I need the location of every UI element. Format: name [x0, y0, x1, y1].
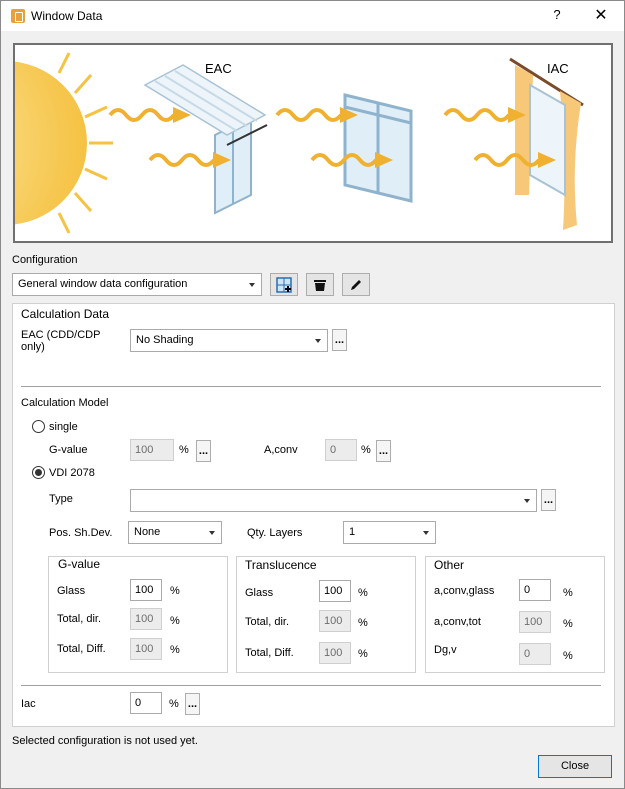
translucence-glass-unit: % [358, 587, 368, 599]
dgv-input[interactable]: 0 [519, 643, 551, 665]
window-illustration [13, 43, 613, 243]
single-radio[interactable] [32, 420, 45, 433]
dialog-title: Window Data [31, 9, 103, 23]
eac-banner-label: EAC [205, 61, 232, 76]
add-configuration-button[interactable] [270, 273, 298, 296]
gvalue-input[interactable]: 100 [130, 439, 174, 461]
gvalue-total-dir-label: Total, dir. [57, 613, 102, 625]
iac-banner-label: IAC [547, 61, 569, 76]
plain-window-icon [345, 95, 411, 201]
gvalue-more-button[interactable]: ... [196, 440, 211, 462]
configuration-label: Configuration [12, 254, 78, 266]
eac-more-button[interactable]: ... [332, 329, 347, 351]
qty-layers-label: Qty. Layers [247, 527, 303, 539]
aconv-more-button[interactable]: ... [376, 440, 391, 462]
aconv-glass-unit: % [563, 587, 573, 599]
vdi-2078-radio[interactable] [32, 466, 45, 479]
title-bar [1, 1, 624, 31]
gvalue-glass-unit: % [170, 585, 180, 597]
trash-icon [313, 278, 327, 292]
gvalue-total-diff-unit: % [170, 644, 180, 656]
gvalue-group-title: G-value [58, 557, 101, 571]
aconv-glass-input[interactable]: 0 [519, 579, 551, 601]
translucence-glass-input[interactable]: 100 [319, 580, 351, 602]
gvalue-total-dir-input[interactable]: 100 [130, 608, 162, 630]
separator-1 [21, 386, 601, 387]
translucence-total-dir-unit: % [358, 617, 368, 629]
eac-select[interactable]: No Shading [130, 329, 328, 352]
dgv-unit: % [563, 650, 573, 662]
iac-input[interactable]: 0 [130, 692, 162, 714]
pos-shading-device-label: Pos. Sh.Dev. [49, 527, 113, 539]
gvalue-total-diff-label: Total, Diff. [57, 643, 106, 655]
translucence-total-diff-label: Total, Diff. [245, 647, 294, 659]
pencil-icon [349, 278, 363, 292]
configuration-select[interactable]: General window data configuration [12, 273, 262, 296]
gvalue-total-diff-input[interactable]: 100 [130, 638, 162, 660]
aconv-unit: % [361, 444, 371, 456]
aconv-label: A,conv [264, 444, 298, 456]
sun-icon [15, 53, 113, 233]
aconv-input[interactable]: 0 [325, 439, 357, 461]
delete-configuration-button[interactable] [306, 273, 334, 296]
separator-2 [21, 685, 601, 686]
type-select[interactable] [130, 489, 537, 512]
grid-add-icon [276, 277, 292, 293]
app-icon [11, 9, 25, 23]
internal-curtain-icon [510, 59, 583, 230]
aconv-tot-label: a,conv,tot [434, 616, 481, 628]
other-group-title: Other [434, 558, 465, 572]
calculation-data-heading: Calculation Data [21, 307, 110, 321]
translucence-total-dir-label: Total, dir. [245, 616, 290, 628]
close-icon[interactable]: ✕ [594, 7, 608, 24]
type-more-button[interactable]: ... [541, 489, 556, 511]
translucence-glass-label: Glass [245, 587, 274, 599]
vdi-2078-label: VDI 2078 [49, 467, 95, 479]
edit-configuration-button[interactable] [342, 273, 370, 296]
iac-more-button[interactable]: ... [185, 693, 200, 715]
close-button[interactable]: Close [538, 755, 612, 778]
gvalue-total-dir-unit: % [170, 615, 180, 627]
qty-layers-select[interactable]: 1 [343, 521, 436, 544]
aconv-glass-label: a,conv,glass [434, 585, 495, 597]
gvalue-label: G-value [49, 444, 88, 456]
calculation-model-heading: Calculation Model [21, 397, 109, 409]
aconv-tot-input[interactable]: 100 [519, 611, 551, 633]
help-button[interactable]: ? [553, 7, 561, 22]
external-shading-window-icon [145, 65, 267, 213]
gvalue-unit: % [179, 444, 189, 456]
single-label: single [49, 421, 78, 433]
gvalue-glass-label: Glass [57, 585, 86, 597]
translucence-group-title: Translucence [245, 558, 317, 572]
pos-shading-device-select[interactable]: None [128, 521, 222, 544]
shading-illustration [15, 45, 611, 241]
translucence-total-diff-unit: % [358, 648, 368, 660]
type-label: Type [49, 493, 73, 505]
aconv-tot-unit: % [563, 618, 573, 630]
dgv-label: Dg,v [434, 644, 457, 656]
iac-label: Iac [21, 698, 36, 710]
iac-unit: % [169, 698, 179, 710]
eac-label: EAC (CDD/CDP only) [21, 329, 101, 353]
translucence-total-diff-input[interactable]: 100 [319, 642, 351, 664]
status-message: Selected configuration is not used yet. [12, 735, 198, 747]
gvalue-glass-input[interactable]: 100 [130, 579, 162, 601]
translucence-total-dir-input[interactable]: 100 [319, 610, 351, 632]
